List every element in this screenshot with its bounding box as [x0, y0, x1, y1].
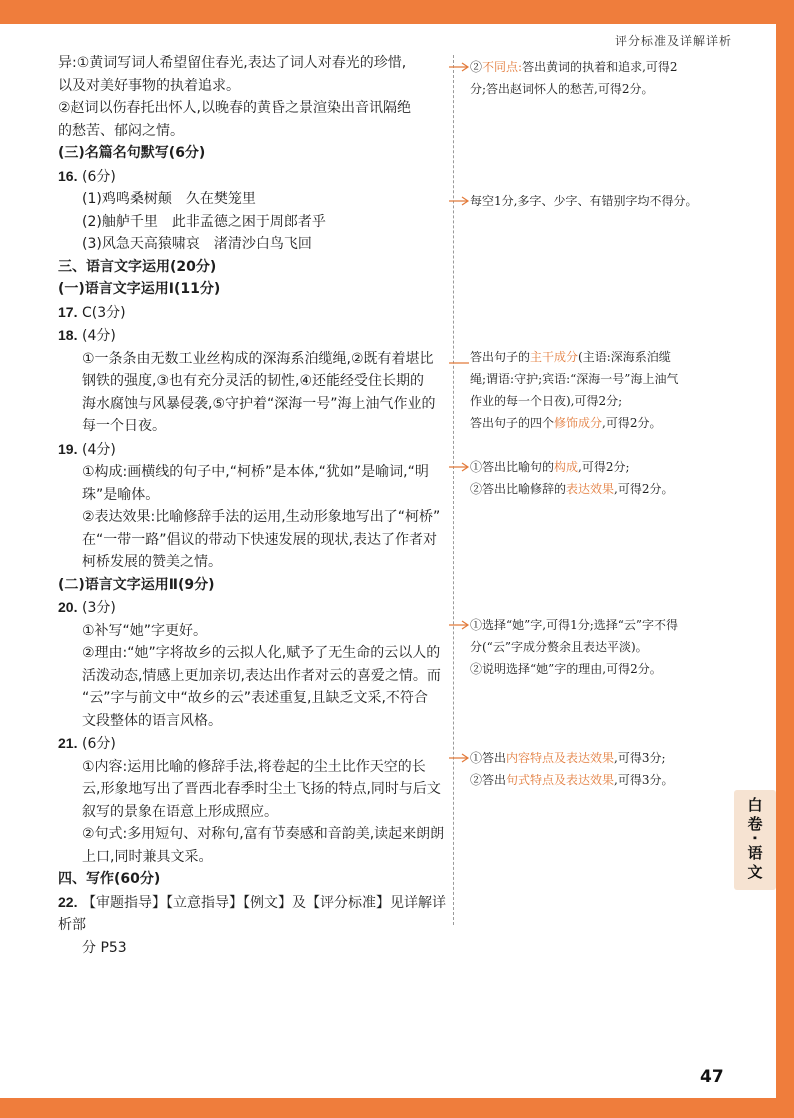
section-heading: 四、写作(60分): [58, 871, 161, 887]
note-highlight: 构成: [554, 460, 579, 474]
note-text: ②: [470, 60, 483, 74]
text-line: 的愁苦、郁闷之情。: [58, 122, 184, 139]
note-text: 绳;谓语:守护;宾语:“深海一号”海上油气: [470, 372, 679, 386]
text-line: ②赵词以伤春托出怀人,以晚春的黄昏之景渲染出音讯隔绝: [58, 100, 411, 116]
scoring-note-4: [470, 456, 740, 500]
note-text: 分;答出赵词怀人的愁苦,可得2分。: [470, 82, 654, 96]
answer-line: “云”字与前文中“故乡的云”表述重复,且缺乏文采,不符合: [82, 690, 428, 706]
question-number: 21.: [58, 735, 78, 751]
question-score: (4分): [82, 328, 116, 344]
answer-line: (3)风急天高猿啸哀 渚清沙白鸟飞回: [82, 236, 312, 252]
answer-line: ②表达效果:比喻修辞手法的运用,生动形象地写出了“柯桥”: [82, 509, 441, 525]
note-text: 答出句子的: [470, 350, 531, 364]
answer-line: ①补写“她”字更好。: [82, 622, 208, 639]
answer-line: 叙写的景象在语意上形成照应。: [82, 803, 278, 820]
question-21: [58, 732, 450, 756]
question-score: (6分): [82, 736, 116, 752]
arrow-icon: [449, 62, 471, 72]
answer-text: C(3分): [82, 304, 126, 321]
note-text: (主语:深海系泊缆: [578, 350, 671, 364]
arrow-icon: [449, 753, 471, 763]
answer-line: (1)鸡鸣桑树颠 久在樊笼里: [82, 191, 256, 207]
page-number: 47: [700, 1067, 724, 1087]
note-highlight: 表达效果: [566, 482, 615, 496]
section-heading: 三、语言文字运用(20分): [58, 258, 217, 275]
answer-line: 柯桥发展的赞美之情。: [82, 554, 222, 570]
subject-side-tab: 白卷·语文: [734, 790, 776, 890]
question-19: [58, 438, 450, 462]
question-number: 18.: [58, 327, 78, 343]
subsection-heading: (三)名篇名句默写(6分): [58, 145, 206, 161]
question-score: (3分): [82, 600, 116, 616]
answer-line: 海水腐蚀与风暴侵袭,⑤守护着“深海一号”海上油气作业的: [82, 395, 436, 412]
scoring-note-2: [470, 190, 740, 212]
arrow-icon: [449, 462, 471, 472]
scoring-note-1: [470, 56, 740, 100]
answer-line: ②理由:“她”字将故乡的云拟人化,赋予了无生命的云以人的: [82, 645, 441, 661]
note-highlight: 内容特点及表达效果: [506, 751, 615, 765]
note-text: ,可得2分。: [614, 482, 674, 496]
note-text: 每空1分,多字、少字、有错别字均不得分。: [470, 194, 698, 208]
top-orange-band: [0, 0, 794, 24]
answer-line: ②句式:多用短句、对称句,富有节奏感和音韵美,读起来朗朗: [82, 826, 445, 842]
question-number: 17.: [58, 303, 78, 320]
text-line: 异:①黄词写词人希望留住春光,表达了词人对春光的珍惜,: [58, 55, 407, 71]
note-text: ,可得2分;: [578, 460, 630, 474]
question-16: [58, 165, 450, 189]
question-20: [58, 596, 450, 620]
note-text: ②答出比喻修辞的: [470, 482, 567, 496]
question-number: 20.: [58, 599, 78, 615]
question-number: 16.: [58, 167, 78, 184]
arrow-icon: [449, 353, 471, 363]
scoring-note-6: [470, 747, 740, 791]
answer-line: 上口,同时兼具文采。: [82, 848, 213, 865]
bottom-orange-band: [0, 1098, 794, 1118]
note-text: 答出黄词的执着和追求,可得2: [522, 60, 678, 74]
note-text: ①选择“她”字,可得1分;选择“云”字不得: [470, 618, 679, 632]
answer-line: 珠”是喻体。: [82, 486, 160, 503]
note-text: ①答出比喻句的: [470, 460, 555, 474]
answer-text: 【审题指导】【立意指导】【例文】及【评分标准】见详解详析部: [58, 894, 446, 933]
page-header-title: 评分标准及详解详析: [614, 34, 732, 48]
question-18: [58, 324, 450, 348]
answer-line: 钢铁的强度,③也有充分灵活的韧性,④还能经受住长期的: [82, 373, 425, 389]
note-highlight: 句式特点及表达效果: [506, 773, 615, 787]
note-text: ,可得3分。: [614, 773, 674, 787]
question-number: 19.: [58, 440, 78, 457]
text-line: 以及对美好事物的执着追求。: [58, 77, 240, 94]
answer-line: 每一个日夜。: [82, 418, 166, 434]
question-17: [58, 301, 450, 325]
question-score: (6分): [82, 168, 116, 185]
note-text: ,可得2分。: [602, 416, 662, 430]
question-score: (4分): [82, 441, 116, 458]
question-22: [58, 891, 450, 937]
scoring-note-3: [470, 346, 740, 434]
question-number: 22.: [58, 893, 78, 910]
column-divider: [453, 55, 454, 925]
note-text: 作业的每一个日夜),可得2分;: [470, 394, 623, 408]
note-highlight: 不同点:: [482, 60, 523, 74]
note-text: ①答出: [470, 751, 507, 765]
note-text: ,可得3分;: [614, 751, 666, 765]
subsection-heading: (一)语言文字运用Ⅰ(11分): [58, 281, 221, 297]
note-text: ②说明选择“她”字的理由,可得2分。: [470, 662, 662, 676]
note-highlight: 主干成分: [530, 350, 579, 364]
answer-column: [58, 52, 450, 959]
answer-line: ①内容:运用比喻的修辞手法,将卷起的尘土比作天空的长: [82, 758, 426, 775]
answer-line: ①构成:画横线的句子中,“柯桥”是本体,“犹如”是喻词,“明: [82, 464, 429, 480]
answer-line: ①一条条由无数工业丝构成的深海系泊缆绳,②既有着堪比: [82, 350, 434, 367]
answer-line: 活泼动态,情感上更加亲切,表达出作者对云的喜爱之情。而: [82, 667, 441, 684]
note-highlight: 修饰成分: [554, 416, 603, 430]
right-orange-band: [776, 0, 794, 1118]
subsection-heading: (二)语言文字运用Ⅱ(9分): [58, 576, 215, 593]
answer-line: 在“一带一路”倡议的带动下快速发展的现状,表达了作者对: [82, 531, 437, 548]
arrow-icon: [449, 196, 471, 206]
note-text: 分(“云”字成分赘余且表达平淡)。: [470, 640, 648, 654]
answer-line: 分 P53: [82, 939, 127, 956]
answer-line: 文段整体的语言风格。: [82, 712, 222, 729]
note-text: ②答出: [470, 773, 507, 787]
answer-line: 云,形象地写出了晋西北春季时尘土飞扬的特点,同时与后文: [82, 781, 441, 797]
answer-line: (2)舳舻千里 此非孟德之困于周郎者乎: [82, 213, 326, 230]
scoring-note-5: [470, 614, 740, 680]
note-text: 答出句子的四个: [470, 416, 555, 430]
arrow-icon: [449, 620, 471, 630]
